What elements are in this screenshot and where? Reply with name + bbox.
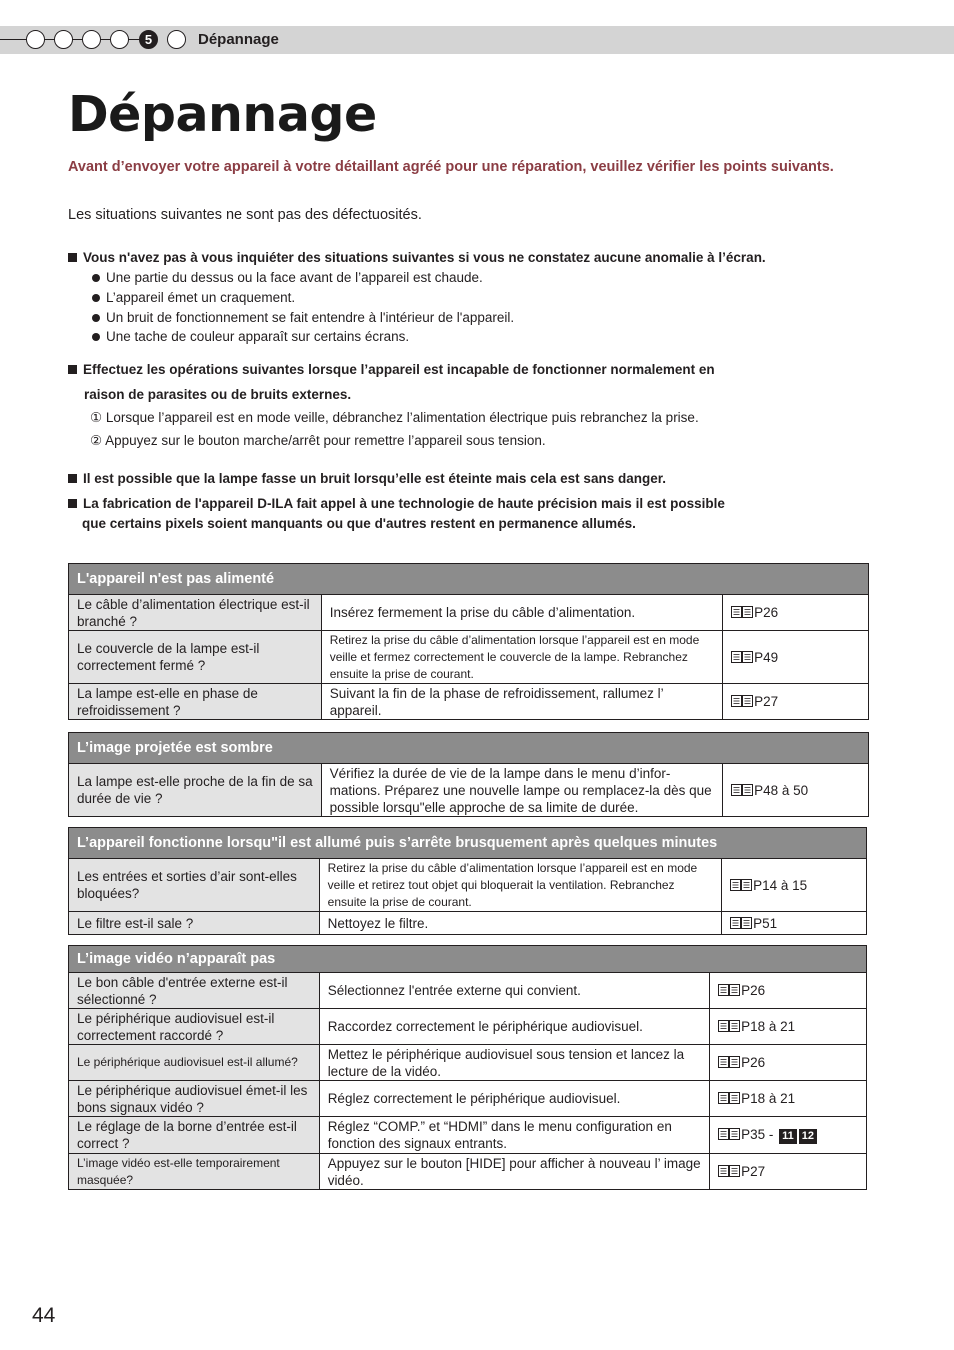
solution-cell: Insérez fermement la prise du câble d’alimentation. — [321, 595, 722, 631]
bullet-icon — [92, 333, 100, 341]
note-1-item — [92, 270, 483, 285]
note-1-heading — [68, 245, 766, 270]
page-reference: P18 à 21 — [741, 1091, 796, 1106]
page-number: 44 — [32, 1304, 56, 1327]
question-cell: L’image vidéo est-elle temporairement masquée? — [69, 1154, 320, 1190]
note-1-item — [92, 290, 295, 305]
solution-cell: Retirez la prise du câble d’alimentation lorsque l’appareil est en mode veille et retirez tout objet qui bloquerait la ventilation. Rebranchez ensuite la prise de courant. — [319, 859, 721, 912]
page-reference: P49 — [754, 649, 779, 665]
chapter-circle-1 — [26, 30, 45, 49]
note-1-item-text: Une tache de couleur apparaît sur certains écrans. — [106, 329, 410, 344]
reference-cell — [710, 973, 867, 1009]
troubleshoot-table-dark-image — [68, 732, 869, 817]
page-reference: P48 à 50 — [754, 782, 809, 798]
manual-reference-icon — [730, 879, 752, 891]
table-row — [69, 1045, 867, 1081]
bullet-icon — [92, 294, 100, 302]
chapter-circle-3 — [82, 30, 101, 49]
note-4-continuation: que certains pixels soient manquants ou que d'autres restent en permanence allumés. — [82, 516, 636, 531]
question-cell: Le câble d’alimentation électrique est-il branché ? — [69, 595, 322, 631]
reference-cell — [710, 1154, 867, 1190]
manual-reference-icon — [731, 784, 753, 796]
table-row — [69, 912, 867, 935]
reference-cell — [710, 1081, 867, 1117]
question-cell: La lampe est-elle en phase de refroidissement ? — [69, 684, 322, 720]
manual-reference-icon — [731, 651, 753, 663]
manual-reference-icon — [718, 1165, 740, 1177]
manual-reference-icon — [730, 917, 752, 929]
note-1-item — [92, 310, 514, 325]
note-1-item-text: L’appareil émet un craquement. — [106, 290, 296, 305]
question-cell: Le périphérique audiovisuel émet-il les bons signaux vidéo ? — [69, 1081, 320, 1117]
square-bullet-icon — [68, 253, 77, 262]
page-reference: P26 — [754, 605, 779, 620]
question-cell: Le couvercle de la lampe est-il correctement fermé ? — [69, 631, 322, 684]
note-4-text: La fabrication de l'appareil D-ILA fait appel à une technologie de haute précision mais il est possible — [83, 496, 725, 511]
table-row — [69, 1117, 867, 1154]
page-reference: P27 — [754, 694, 779, 709]
reference-cell — [710, 1009, 867, 1045]
table-row — [69, 1009, 867, 1045]
table-heading: L’image vidéo n’apparaît pas — [69, 946, 867, 973]
note-2-text: Effectuez les opérations suivantes lorsque l’appareil est incapable de fonctionner normalement en — [83, 362, 715, 377]
chapter-circle-4 — [110, 30, 129, 49]
reference-cell — [710, 1045, 867, 1081]
page-reference: P26 — [741, 1055, 766, 1070]
question-cell: Le bon câble d'entrée externe est-il sélectionné ? — [69, 973, 320, 1009]
reference-cell — [723, 684, 869, 720]
solution-cell: Mettez le périphérique audiovisuel sous tension et lancez la lecture de la vidéo. — [319, 1045, 709, 1081]
question-cell: Le réglage de la borne d’entrée est-il correct ? — [69, 1117, 320, 1154]
table-row — [69, 764, 869, 817]
table-row — [69, 1154, 867, 1190]
solution-cell: Nettoyez le filtre. — [319, 912, 721, 935]
troubleshoot-table-power — [68, 563, 869, 720]
note-1-item-text: Un bruit de fonctionnement se fait entendre à l'intérieur de l'appareil. — [106, 310, 515, 325]
bullet-icon — [92, 274, 100, 282]
manual-reference-icon — [718, 1092, 740, 1104]
section-title: Dépannage — [198, 31, 279, 48]
reference-cell — [723, 631, 869, 684]
table-heading: L’appareil fonctionne lorsqu"il est allumé puis s’arrête brusquement après quelques minutes — [69, 828, 867, 859]
table-heading: L'appareil n'est pas alimenté — [69, 564, 869, 595]
note-1-text: Vous n'avez pas à vous inquiéter des situations suivantes si vous ne constatez aucune anomalie à l’écran. — [83, 250, 766, 265]
solution-cell: Appuyez sur le bouton [HIDE] pour afficher à nouveau l’ image vidéo. — [319, 1154, 709, 1190]
chapter-circle-6 — [167, 30, 186, 49]
question-cell: Le périphérique audiovisuel est-il allumé? — [69, 1045, 320, 1081]
note-3-heading — [68, 466, 666, 491]
question-cell: La lampe est-elle proche de la fin de sa durée de vie ? — [69, 764, 322, 817]
table-row — [69, 859, 867, 912]
solution-cell: Vérifiez la durée de vie de la lampe dans le menu d’infor-mations. Préparez une nouvelle lampe ou remplacez-la dès que possible lorsqu"elle approche de sa limite de durée. — [321, 764, 722, 817]
table-heading: L’image projetée est sombre — [69, 733, 869, 764]
solution-cell: Sélectionnez l'entrée externe qui convient. — [319, 973, 709, 1009]
intro-text: Les situations suivantes ne sont pas des défectuosités. — [68, 207, 422, 223]
manual-reference-icon — [718, 1020, 740, 1032]
note-2-continuation: raison de parasites ou de bruits externes. — [84, 387, 352, 402]
reference-cell — [723, 764, 869, 817]
page-reference: P18 à 21 — [741, 1019, 796, 1034]
solution-cell: Réglez “COMP.” et “HDMI” dans le menu configuration en fonction des signaux entrants. — [319, 1117, 709, 1154]
note-1-item-text: Une partie du dessus ou la face avant de l’appareil est chaude. — [106, 270, 483, 285]
note-2-step: ① Lorsque l’appareil est en mode veille, débranchez l’alimentation électrique puis rebranchez la prise. — [90, 410, 699, 425]
bullet-icon — [92, 314, 100, 322]
manual-reference-icon — [718, 1128, 740, 1140]
solution-cell: Raccordez correctement le périphérique audiovisuel. — [319, 1009, 709, 1045]
solution-cell: Suivant la fin de la phase de refroidissement, rallumez l’ appareil. — [321, 684, 722, 720]
note-2-step: ② Appuyez sur le bouton marche/arrêt pour remettre l’appareil sous tension. — [90, 433, 546, 448]
troubleshoot-table-shutdown — [68, 827, 867, 935]
reference-cell — [722, 912, 867, 935]
page-reference: P14 à 15 — [753, 877, 808, 893]
question-cell: Le périphérique audiovisuel est-il correctement raccordé ? — [69, 1009, 320, 1045]
page-reference: P35 - — [741, 1127, 774, 1142]
table-row — [69, 684, 869, 720]
table-row — [69, 973, 867, 1009]
page-reference: P27 — [741, 1164, 766, 1179]
solution-cell: Retirez la prise du câble d’alimentation lorsque l’appareil est en mode veille et fermez correctement le couvercle de la lampe. Rebranchez ensuite la prise de courant. — [321, 631, 722, 684]
chapter-circle-5-active: 5 — [139, 30, 158, 49]
table-row — [69, 1081, 867, 1117]
note-1-item — [92, 329, 409, 344]
intro-warning: Avant d’envoyer votre appareil à votre détaillant agréé pour une réparation, veuillez vérifier les points suivants. — [68, 159, 834, 175]
note-3-text: Il est possible que la lampe fasse un bruit lorsqu’elle est éteinte mais cela est sans danger. — [83, 471, 666, 486]
square-bullet-icon — [68, 499, 77, 508]
question-cell: Le filtre est-il sale ? — [69, 912, 320, 935]
section-badge: 12 — [799, 1129, 817, 1144]
square-bullet-icon — [68, 474, 77, 483]
manual-reference-icon — [731, 695, 753, 707]
square-bullet-icon — [68, 365, 77, 374]
page-title: Dépannage — [68, 86, 377, 143]
reference-cell — [723, 595, 869, 631]
table-row — [69, 595, 869, 631]
manual-reference-icon — [731, 606, 753, 618]
reference-cell — [722, 859, 867, 912]
page-reference: P51 — [753, 915, 778, 931]
section-badge: 11 — [779, 1129, 797, 1144]
page-reference: P26 — [741, 983, 766, 998]
manual-reference-icon — [718, 1056, 740, 1068]
troubleshoot-table-no-video — [68, 945, 867, 1190]
note-2-heading — [68, 357, 715, 382]
section-header-bar — [0, 26, 954, 54]
note-4-heading — [68, 491, 725, 516]
table-row — [69, 631, 869, 684]
manual-reference-icon — [718, 984, 740, 996]
question-cell: Les entrées et sorties d’air sont-elles bloquées? — [69, 859, 320, 912]
solution-cell: Réglez correctement le périphérique audiovisuel. — [319, 1081, 709, 1117]
reference-cell — [710, 1117, 867, 1154]
chapter-circle-2 — [54, 30, 73, 49]
